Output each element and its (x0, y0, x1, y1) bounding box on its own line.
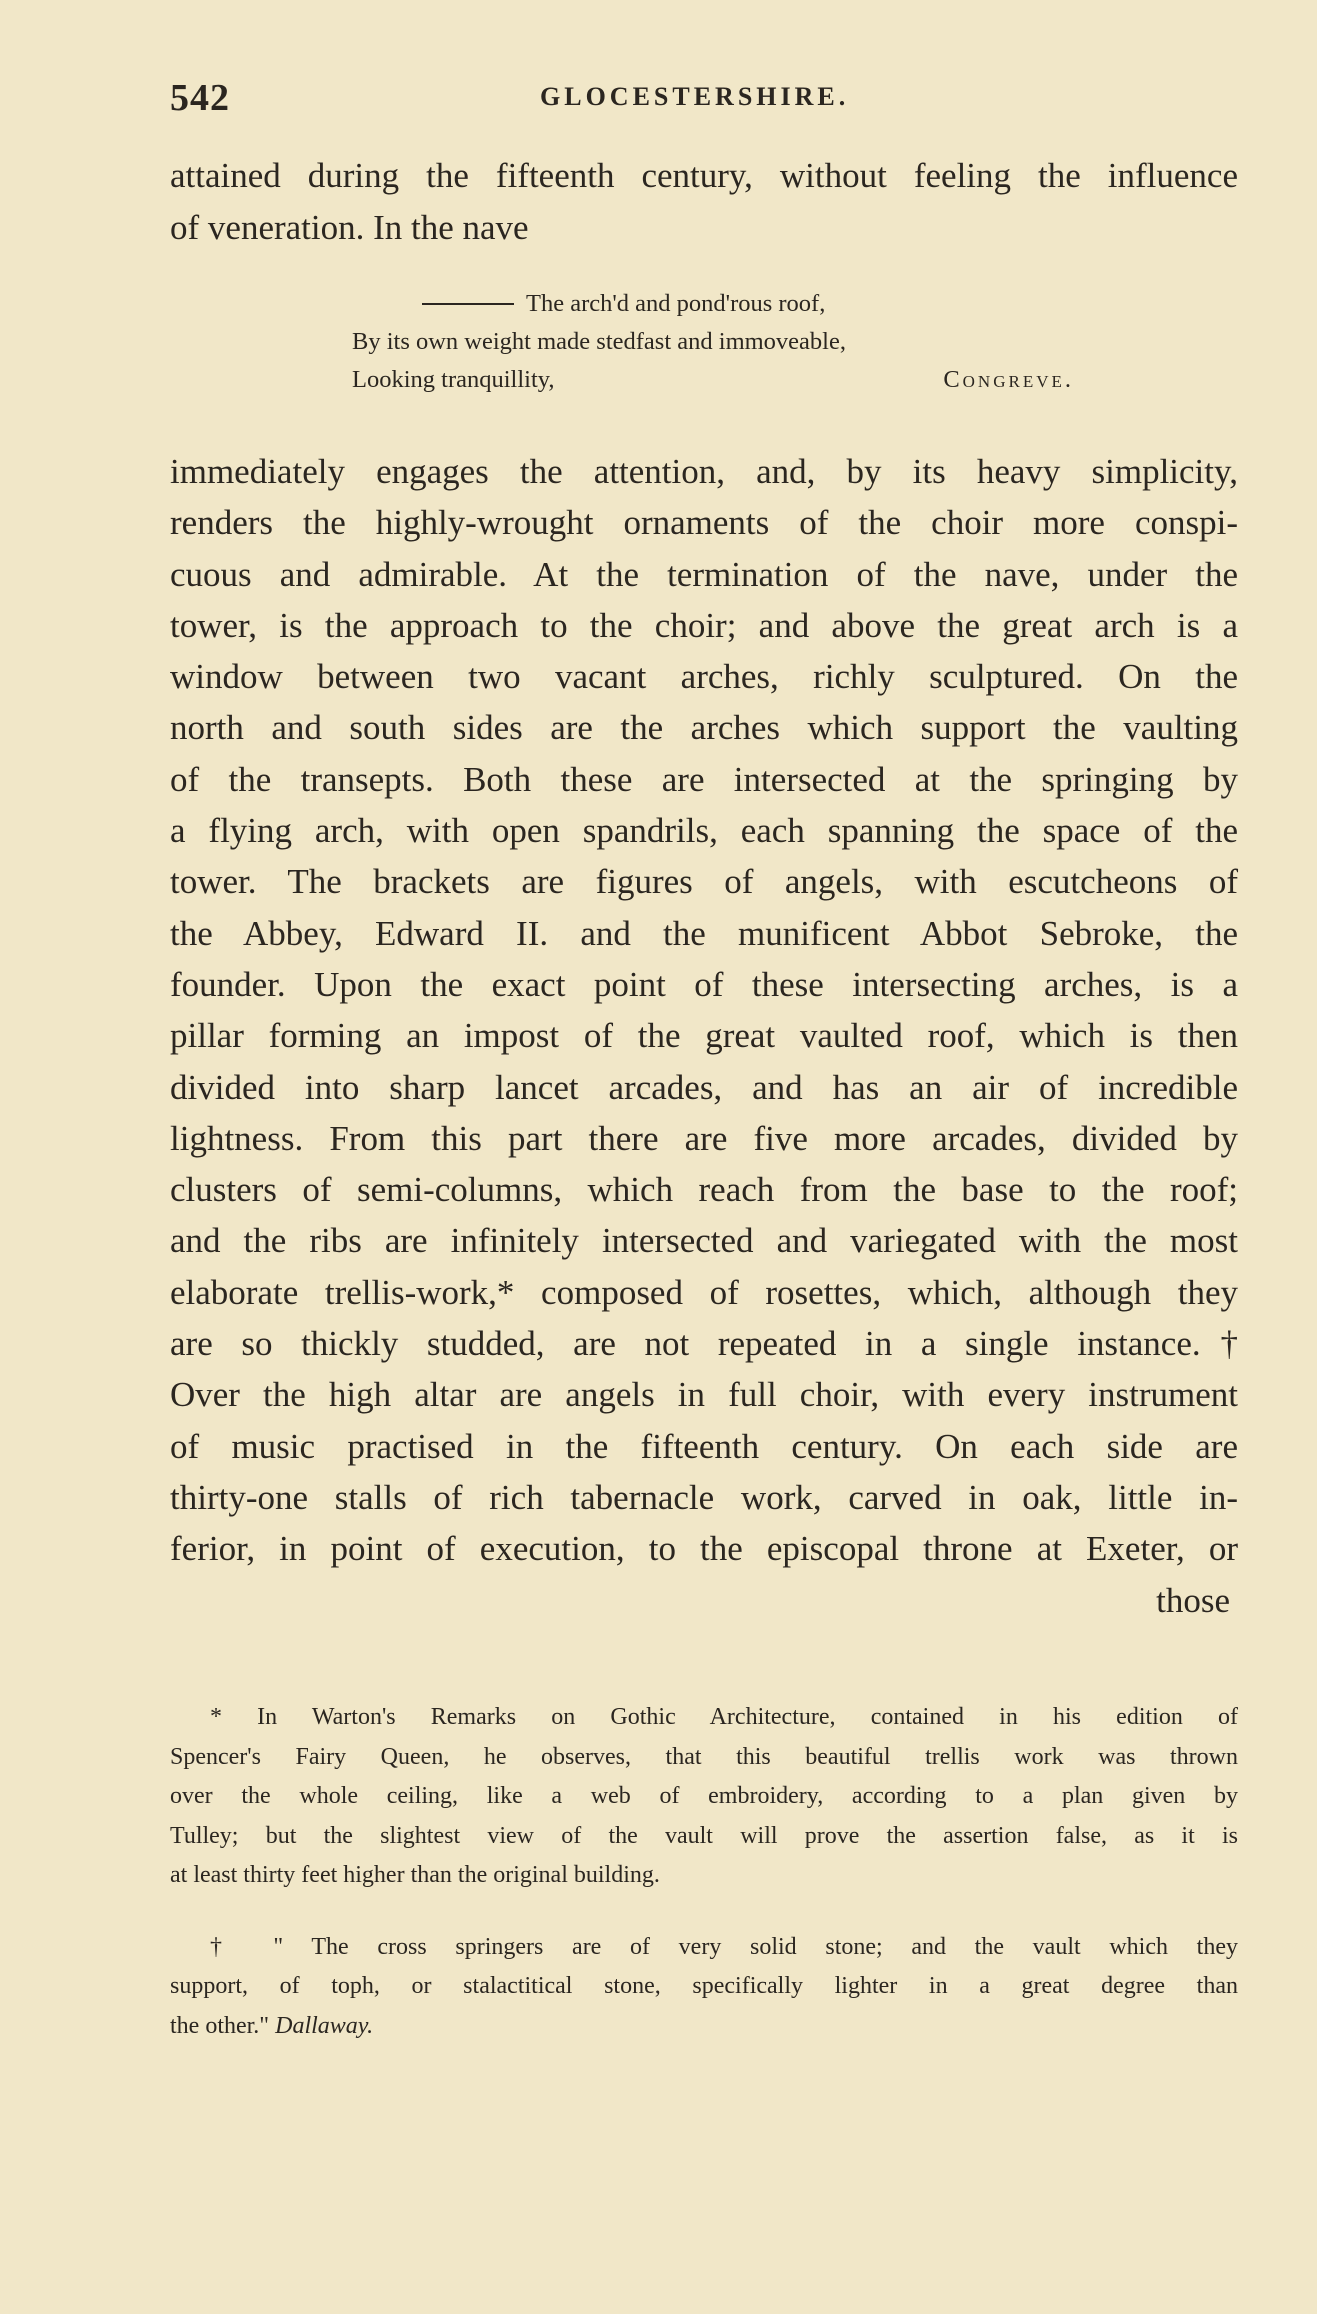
footnote-line: over the whole ceiling, like a web of embroidery, according to a plan given by (170, 1783, 1238, 1809)
text-line: the Abbey, Edward II. and the munificent Abbot Sebroke, the (170, 913, 1238, 953)
text-line: window between two vacant arches, richly sculptured. On the (170, 657, 1238, 697)
page-header (170, 76, 1240, 120)
quote-line-text: The arch'd and pond'rous roof, (526, 290, 826, 317)
text-line: ferior, in point of execution, to the episcopal throne at Exeter, or (170, 1529, 1238, 1569)
opening-paragraph (170, 150, 1238, 253)
text-line: tower. The brackets are figures of angels, with escutcheons of (170, 862, 1238, 902)
text-line: elaborate trellis-work,* composed of rosettes, which, although they (170, 1272, 1238, 1312)
footnote-author: Dallaway. (275, 2012, 374, 2039)
quote-line (352, 361, 1112, 399)
text-line: north and south sides are the arches which support the vaulting (170, 708, 1238, 748)
page-number: 542 (170, 77, 230, 119)
footnote-line: at least thirty feet higher than the original building. (170, 1862, 660, 1888)
verse-quotation (352, 285, 1112, 399)
footnote-dallaway (170, 1928, 1238, 2047)
text-line: are so thickly studded, are not repeated in a single instance.† (170, 1324, 1238, 1364)
footnote-line: * In Warton's Remarks on Gothic Architecture, contained in his edition of (210, 1704, 1238, 1730)
running-title: GLOCESTERSHIRE. (540, 82, 850, 111)
footnotes (170, 1698, 1238, 2046)
text-line: of music practised in the fifteenth century. On each side are (170, 1426, 1238, 1466)
main-paragraph (170, 446, 1238, 1626)
text-line: renders the highly-wrought ornaments of the choir more conspi- (170, 503, 1238, 543)
footnote-line (170, 2007, 1238, 2047)
text-line: a flying arch, with open spandrils, each spanning the space of the (170, 811, 1238, 851)
quote-line-text: Looking tranquillity, (352, 366, 555, 393)
text-line: and the ribs are infinitely intersected and variegated with the most (170, 1221, 1238, 1261)
text-line: clusters of semi-columns, which reach from the base to the roof; (170, 1170, 1238, 1210)
footnote-text: the other." (170, 2012, 270, 2039)
text-line: immediately engages the attention, and, by its heavy simplicity, (170, 452, 1238, 491)
quote-attribution: Congreve. (943, 366, 1074, 393)
text-line: founder. Upon the exact point of these intersecting arches, is a (170, 964, 1238, 1004)
footnote-line: † " The cross springers are of very solid stone; and the vault which they (210, 1933, 1238, 1960)
footnote-line: support, of toph, or stalactitical stone, specifically lighter in a great degree than (170, 1973, 1238, 1999)
text-line: divided into sharp lancet arcades, and has an air of incredible (170, 1067, 1238, 1107)
text-line: tower, is the approach to the choir; and above the great arch is a (170, 605, 1238, 645)
text-line: Over the high altar are angels in full choir, with every instrument (170, 1375, 1238, 1415)
text-line: lightness. From this part there are five more arcades, divided by (170, 1118, 1238, 1158)
text-line: attained during the fifteenth century, without feeling the influence (170, 156, 1238, 195)
quote-line (352, 285, 1112, 323)
footnote-line: Tulley; but the slightest view of the vault will prove the assertion false, as it is (170, 1822, 1238, 1849)
quote-dash (422, 303, 514, 305)
text-line: of veneration. In the nave (170, 207, 529, 247)
text-line: cuous and admirable. At the termination of the nave, under the (170, 554, 1238, 594)
footnote-warton (170, 1698, 1238, 1896)
text-line: of the transepts. Both these are intersected at the springing by (170, 759, 1238, 799)
quote-line: By its own weight made stedfast and immoveable, (352, 328, 846, 355)
text-line: thirty-one stalls of rich tabernacle work, carved in oak, little in- (170, 1477, 1238, 1517)
footnote-line: Spencer's Fairy Queen, he observes, that this beautiful trellis work was thrown (170, 1743, 1238, 1770)
text-line: pillar forming an impost of the great vaulted roof, which is then (170, 1016, 1238, 1056)
catchword: those (1156, 1580, 1230, 1620)
